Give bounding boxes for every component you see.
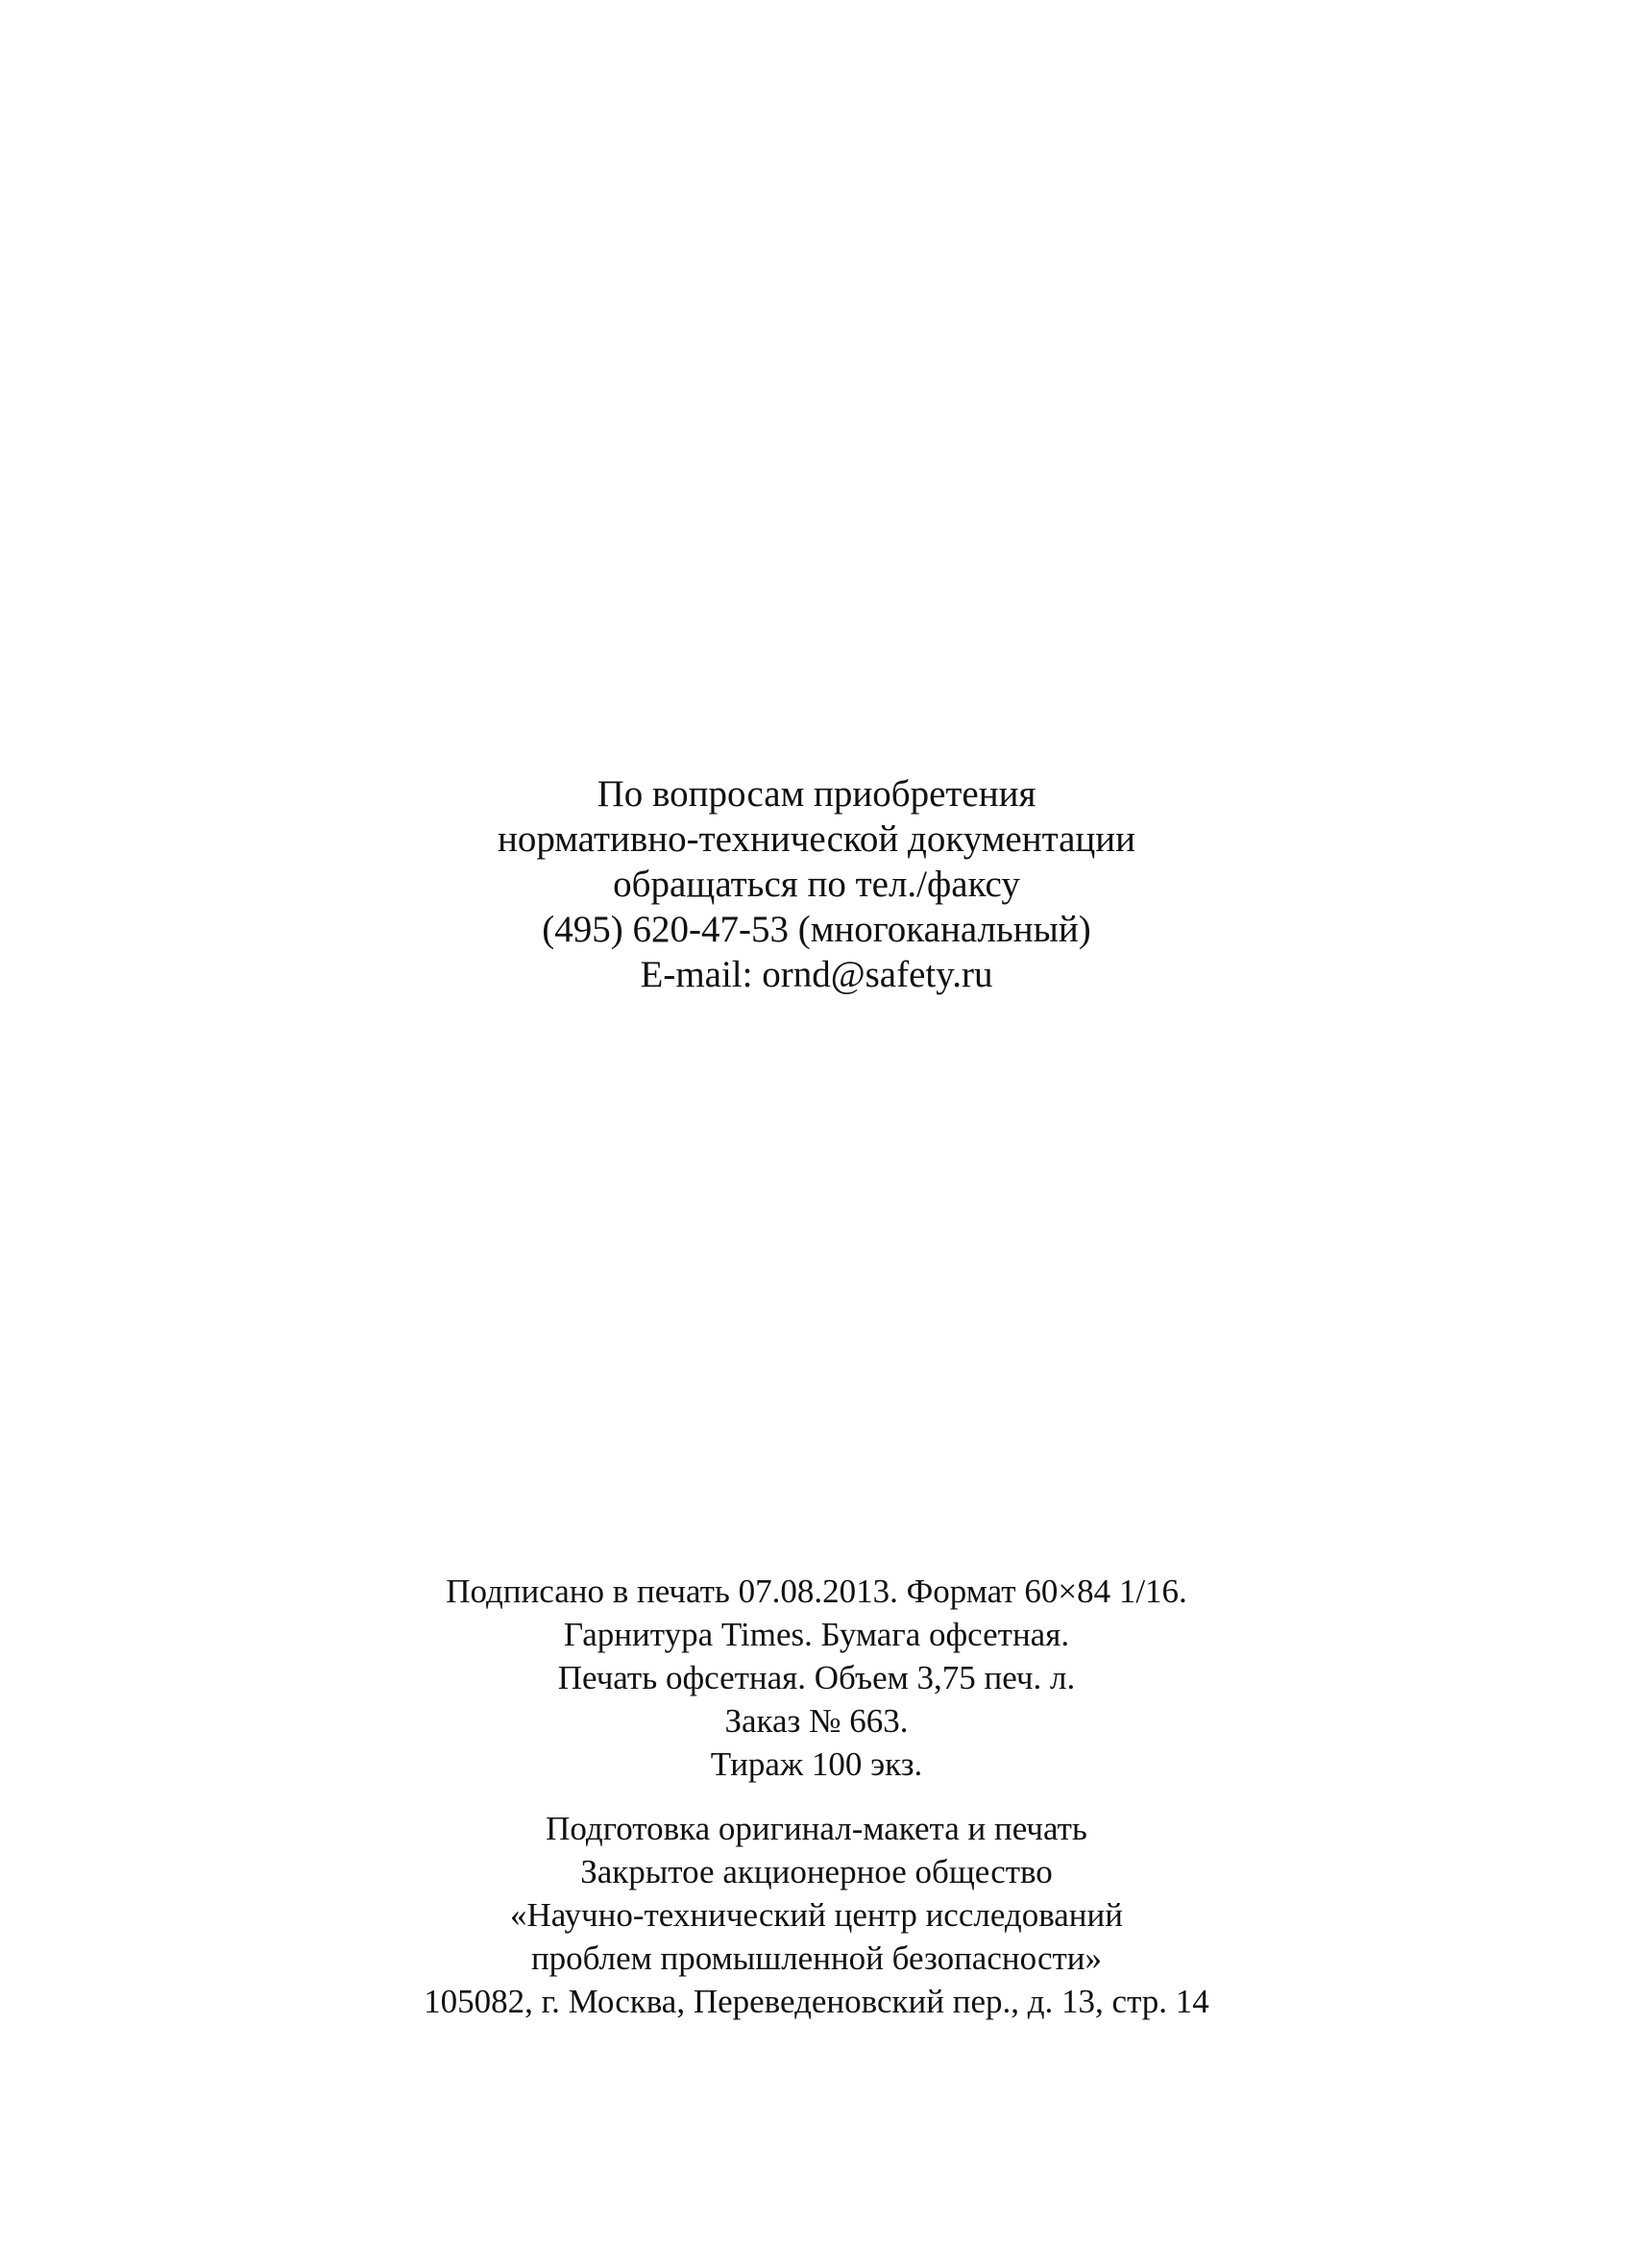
printer-company-type: Закрытое акционерное общество: [580, 1853, 1053, 1890]
imprint-block: [0, 1570, 1633, 1786]
contact-phone: (495) 620-47-53 (многоканальный): [542, 909, 1091, 950]
imprint-printing-volume: Печать офсетная. Объем 3,75 печ. л.: [557, 1659, 1076, 1696]
imprint-print-run: Тираж 100 экз.: [710, 1745, 923, 1783]
printer-prepress-label: Подготовка оригинал-макета и печать: [546, 1810, 1087, 1847]
imprint-signed-date-format: Подписано в печать 07.08.2013. Формат 60×84 1/16.: [446, 1573, 1187, 1610]
imprint-order-number: Заказ № 663.: [724, 1702, 909, 1740]
contact-line-documentation: нормативно-технической документации: [497, 818, 1136, 860]
contact-info-block: [0, 771, 1633, 997]
imprint-typeface-paper: Гарнитура Times. Бумага офсетная.: [563, 1616, 1070, 1653]
contact-line-phone-fax-label: обращаться по тел./факсу: [613, 864, 1020, 905]
contact-line-purchase: По вопросам приобретения: [597, 773, 1036, 815]
printer-info-block: [0, 1807, 1633, 2023]
contact-email: E-mail: ornd@safety.ru: [640, 954, 993, 995]
printer-company-name-2: проблем промышленной безопасности»: [530, 1939, 1103, 1977]
printer-company-name-1: «Научно-технический центр исследований: [509, 1896, 1123, 1934]
printer-address: 105082, г. Москва, Переведеновский пер., д. 13, стр. 14: [424, 1983, 1209, 2020]
